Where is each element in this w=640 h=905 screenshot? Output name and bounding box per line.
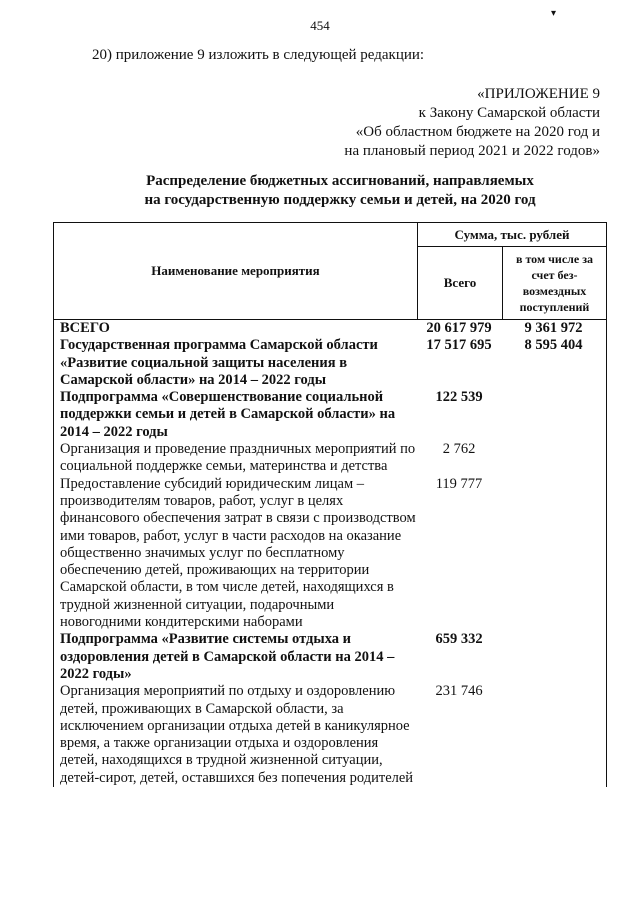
- row-free: [501, 389, 606, 441]
- appendix-line: «ПРИЛОЖЕНИЕ 9: [477, 86, 600, 102]
- row-free: 8 595 404: [524, 337, 583, 354]
- scan-mark: ▾: [551, 8, 557, 19]
- row-name: Подпрограмма «Развитие системы отдыха и оздоровления детей в Самарской области на 2014 – 2022 годы»: [60, 631, 395, 682]
- row-name: Организация мероприятий по отдыху и оздоровлению детей, проживающих в Самарской области, за исключением организации отдыха детей в каникулярное время, а также организации отдыха и оздоровления детей, находящихся в трудной жизненной ситуации, детей-сирот, детей, оставшихся без попечения родителей: [60, 683, 414, 786]
- header-sum-group: [418, 223, 606, 319]
- row-name: Государственная программа Самарской области «Развитие социальной защиты населения в Самарской области» на 2014 – 2022 годы: [60, 337, 378, 388]
- table-header: [54, 223, 606, 320]
- row-free: 9 361 972: [524, 320, 583, 336]
- title-line-2: на государственную поддержку семьи и детей, на 2020 год: [144, 192, 536, 208]
- row-total: 659 332: [435, 631, 483, 648]
- table-row: [54, 683, 606, 787]
- header-sum: Сумма, тыс. рублей: [418, 223, 606, 247]
- row-free: [501, 631, 606, 683]
- table-row: [54, 337, 606, 389]
- row-total: 20 617 979: [426, 320, 492, 336]
- page-number: 454: [310, 18, 330, 33]
- header-name: Наименование мероприятия: [54, 223, 418, 319]
- row-free: [501, 683, 606, 787]
- row-name: Подпрограмма «Совершенствование социальной поддержки семьи и детей в Самарской области» на 2014 – 2022 годы: [60, 389, 396, 440]
- row-total: 119 777: [435, 475, 483, 492]
- row-free: [501, 441, 606, 476]
- row-name: Предоставление субсидий юридическим лицам – производителям товаров, работ, услуг в целях финансового обеспечения затрат в связи с производством ими товаров, работ, услуг в части расходов на оказание общественно значимых услуг по бесплатному обеспечению детей, проживающих на территории Самарской области, в том числе детей, находящихся в трудной жизненной ситуации, подарочными новогодними кондитерскими наборами: [60, 475, 416, 631]
- appendix-line: к Закону Самарской области: [418, 105, 600, 121]
- row-total: 231 746: [435, 683, 483, 700]
- table-row: [54, 631, 606, 683]
- header-total: Всего: [418, 247, 503, 319]
- row-free: [501, 476, 606, 632]
- header-sum-subcolumns: [418, 247, 606, 319]
- budget-table: [53, 222, 607, 787]
- table-body: [54, 320, 606, 787]
- appendix-line: «Об областном бюджете на 2020 год и: [355, 124, 600, 140]
- document-title: [60, 172, 620, 210]
- row-name: ВСЕГО: [60, 320, 110, 336]
- header-free: в том числе за счет без-возмездных поступлений: [515, 252, 594, 314]
- row-total: 17 517 695: [426, 337, 492, 354]
- table-row: [54, 441, 606, 476]
- table-row: [54, 389, 606, 441]
- row-total: 122 539: [435, 389, 483, 406]
- intro-text: 20) приложение 9 изложить в следующей редакции:: [92, 47, 425, 63]
- row-name: Организация и проведение праздничных мероприятий по социальной поддержке семьи, материнства и детства: [60, 441, 416, 475]
- appendix-line: на плановый период 2021 и 2022 годов»: [344, 143, 600, 159]
- title-line-1: Распределение бюджетных ассигнований, направляемых: [146, 173, 534, 189]
- table-row: [54, 476, 606, 632]
- appendix-header: [344, 85, 600, 161]
- table-row: [54, 320, 606, 337]
- row-total: 2 762: [442, 441, 476, 458]
